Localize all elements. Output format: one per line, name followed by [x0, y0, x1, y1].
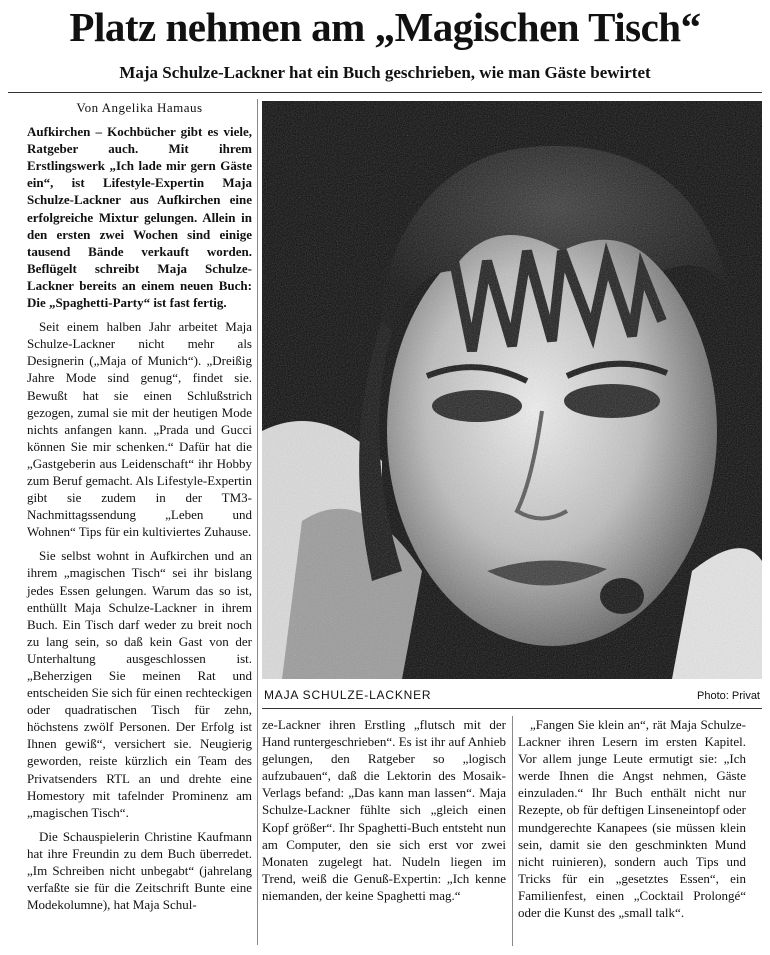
column-3: [518, 716, 746, 921]
photo-caption: MAJA SCHULZE-LACKNER: [264, 688, 432, 702]
lead-paragraph: Aufkirchen – Kochbücher gibt es viele, Ratgeber auch. Mit ihrem Erstlingswerk „Ich lade mir gern Gäste ein“, ist Lifestyle-Expertin Maja Schulze-Lackner aus Aufkirchen eine erfolgreiche Mixtur gelungen. Allein in den ersten zwei Wochen sind einige tausend Bände verkauft worden. Beflügelt schreibt Maja Schulze-Lackner bereits an einem neuen Buch: Die „Spaghetti-Party“ ist fast fertig.: [27, 124, 252, 311]
body-paragraph: ze-Lackner ihren Erstling „flutsch mit der Hand runtergeschrieben“. Es ist ihr auf Anhieb gelungen, den Ratgeber so „logisch aufzubauen“, daß die Lektorin des Mosaik-Verlags befand: „Das kann man lassen“. Maja Schulze-Lackner fühlte sich „gleich einen Kopf größer“. Ihr Spaghetti-Buch entsteht nun am Computer, den sie sich erst vor zwei Monaten zugelegt hat. Nudeln liegen im Trend, weiß die Genuß-Expertin: „Ich kenne niemanden, der keine Spaghetti mag.“: [262, 717, 506, 903]
body-paragraph: Die Schauspielerin Christine Kaufmann hat ihre Freundin zu dem Buch überredet. „Im Schreiben nicht unbegabt“ (jahrelang verfaßte sie für die Zeitschrift Bunte eine Modekolumne), hat Maja Schul-: [27, 828, 252, 913]
column-divider: [512, 716, 513, 946]
subheadline: Maja Schulze-Lackner hat ein Buch geschrieben, wie man Gäste bewirtet: [119, 63, 651, 82]
header-rule: [8, 92, 762, 93]
portrait-photo: [262, 101, 762, 679]
portrait-image: [262, 101, 762, 679]
column-2: [262, 716, 506, 904]
column-1: [27, 99, 252, 913]
caption-rule: [262, 708, 762, 709]
body-paragraph: „Fangen Sie klein an“, rät Maja Schulze-Lackner ihren Lesern im ersten Kapitel. Vor allem junge Leute ermutigt sie: „Ich werde Ihnen die Angst nehmen, Gäste einzuladen.“ Ihr Buch enthält nicht nur Rezepte, ob für deftigen Linseneintopf oder mundgerechte Kanapees (sie müssen klein sein, damit sie den geschminkten Mund nicht ruinieren), sondern auch Tips und Tricks für ein „gesetztes Essen“, ein Familienfest, einen „Cocktail Prolongé“ oder die Kunst des „small talk“.: [518, 717, 746, 921]
headline: Platz nehmen am „Magischen Tisch“: [69, 4, 701, 50]
column-divider: [257, 99, 258, 945]
byline: Von Angelika Hamaus: [76, 100, 203, 115]
body-paragraph: Seit einem halben Jahr arbeitet Maja Schulze-Lackner nicht mehr als Designerin („Maja of Munich“). „Dreißig Jahre Mode sind genug“, findet sie. Bewußt hat sie einen Schlußstrich gezogen, zumal sie mit der heutigen Mode nichts anfangen kann. „Prada und Gucci können Sie mir schenken.“ Dafür hat die „Gastgeberin aus Leidenschaft“ ihr Hobby zum Beruf gemacht. Als Lifestyle-Expertin gibt sie zudem in der TM3-Nachmittagssendung „Leben und Wohnen“ Tips für ein kultiviertes Zuhause.: [27, 319, 252, 540]
body-paragraph: Sie selbst wohnt in Aufkirchen und an ihrem „magischen Tisch“ sei ihr bislang jedes Essen gelungen. Warum das so ist, enthüllt Maja Schulze-Lackner in ihrem Buch. Ein Tisch darf weder zu breit noch zu lang sein, so daß kein Gast von der Unterhaltung ausgeschlossen ist. „Beherzigen Sie meinen Rat und entscheiden Sie sich für einen rechteckigen oder quadratischen Tisch für zehn, höchstens zwölf Personen. Der Erfolg ist Ihnen gewiß“, versichert sie. Neugierig geworden, reiste kürzlich ein Team des Privatsenders RTL an und drehte eine Homestory mit tafelnder Prominenz am „magischen Tisch“.: [27, 548, 252, 820]
photo-credit: Photo: Privat: [697, 690, 760, 702]
